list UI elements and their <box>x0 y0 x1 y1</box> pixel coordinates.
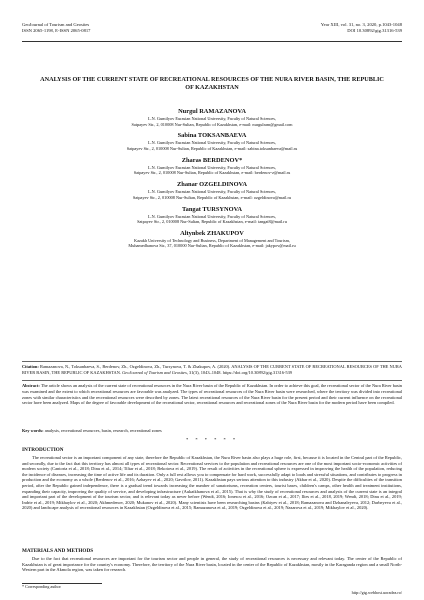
author-affiliation: Kazakh University of Technology and Business, Department of Management and Tourism, <box>133 237 291 243</box>
author-address: Satpayev Str., 2, 010008 Nur-Sultan, Republic of Kazakhstan, e-mail: berdenov-z@mail.ru <box>133 170 291 176</box>
author-block <box>40 230 384 249</box>
methods-text: Due to the fact that recreational resources are important for the tourism sector and people in general, the study of recreational resources is necessary and relevant today. The center of the Republic of Kazakhstan is of great importance for the country's economy. Therefore, the territory of the Nura River basin, located in the center of the Republic of Kazakhstan, mostly in the Karaganda region and a small North-Western part in the Akmola region, was taken for research. <box>22 556 402 573</box>
journal-issn: ISSN 2065-1198, E-ISSN 2065-0817 <box>22 28 91 33</box>
abstract <box>22 383 402 406</box>
author-name: Zhanar OZGELDINOVA <box>177 181 247 189</box>
author-block <box>40 157 384 176</box>
abstract-label: Abstract: <box>22 383 40 388</box>
author-address: Satpayev Str., 2, 010008 Nur-Sultan, Republic of Kazakhstan, e-mail: nurgulram@gmail.com <box>131 121 293 127</box>
author-block <box>40 206 384 225</box>
author-affiliation: L.N. Gumilyov Eurasian National University, Faculty of Natural Sciences, <box>147 213 277 219</box>
citation-divider <box>22 361 402 362</box>
introduction-text: The recreational sector is an important component of any state, therefore the Republic of Kazakhstan, the Nura River basin also plays a huge role, first, because it is located in the Central part of the Republic, and secondly, due to the fact that this territory has almost all types of recreational sector. Recreational services to the population and recreational resources are one of the most important socio-economic activities of modern society (Cantoria et al., 2018; Dinu et al., 2014; Tiltar et al., 2018; Bekotova et al., 2019). The result of activities in the recreational sphere is expressed in improving the health of the population, reducing the incidence of diseases, increasing the time of active life and its duration. Only a full rest allows you to compensate for hard work, successfully adapt to loads and stressful situations, and contributes to progress in production and the economy as a whole (Berdenov et al., 2016; Azhayev et al., 2020; Gavrilov, 2011). Kazakhstan pays serious attention to this industry (Akbar et al., 2020). Despite the difficulties of the transition period, after the Republic gained independence, there is a gradual trend towards increasing the number of sanatoriums, recreation centers, tourist bases, children's camps, other health and treatment institutions, expanding their capacity, improving the quality of service, and developing infrastructure (Aukatkhanova et al., 2015). That is why the study of recreational resources and analysis of the current state is an integral and important part of the development of the tourism sector, and is relevant today as never before (Wendt, 2016; Ionescu et al., 2016; Ozcan et al., 2017; Ilies et al., 2018, 2019; Wendt, 2018; Dinu et al., 2019; Indrie et al., 2019; Mikhaylov et al., 2020; Akhmedenov, 2020; Mukanov et al., 2020). Many scientists have been researching basins (Kabiyev et al., 2018; Ramazanova and Dzhanaleyeva, 2012; Darbeyeva et al., 2020) and landscape analysis of recreational resources in Kazakhstan (Ozgeldinova et al., 2015; Ramazanova et al., 2019; Ozgeldinova et al., 2019; Nazarova et al., 2019; Mikhaylov et al., 2020). <box>22 455 402 511</box>
journal-name: GeoJournal of Tourism and Geosites <box>22 22 90 27</box>
article-doi: DOI 10.30892/gtg.31316-539 <box>347 28 402 33</box>
abstract-text: The article shows an analysis of the current state of recreational resources in the Nura River basin of the Republic of Kazakhstan. In order to achieve this goal, the recreational sector of the Nura River basin was examined and the extent to which recreational resources are favorable was analyzed. The types of recreational resources of the Nura River basin were researched, where the territory was divided into recreational zones with similar characteristics and the recreational resources were described by zones. The latest recreational resources of the Nura River basin for the present period and their current influence on the recreational sector have been analyzed. Maps of the degree of favorable development of the recreational sector, recreational resources and recreational zones of the Nura River basin for the modern period have been compiled. <box>22 383 402 406</box>
author-name: Nurgul RAMAZANOVA <box>178 108 246 115</box>
author-address: Satpayev Str., 2, 010008 Nur-Sultan, Republic of Kazakhstan, e-mail: sabina.toksanbaeva@mail.ru <box>126 145 298 151</box>
author-affiliation: L.N. Gumilyov Eurasian National University, Faculty of Natural Sciences, <box>147 189 277 195</box>
header-divider <box>22 41 402 42</box>
abstract-divider <box>22 380 402 381</box>
author-affiliation: L.N. Gumilyov Eurasian National University, Faculty of Natural Sciences, <box>147 116 277 121</box>
author-name: Altynbek ZHAKUPOV <box>180 229 244 237</box>
author-address: Muhamedhanova Str., 37, 010000 Nur-Sultan, Republic of Kazakhstan, e-mail: jakypov@mail.ru <box>128 243 296 249</box>
author-name: Sabina TOKSANBAEVA <box>177 132 247 140</box>
citation-text: Ramazanova, N., Toksanbaeva, S., Berdenov, Zh., Ozgeldinova, Zh., Tursynova, T. & Zhakupov, A. (2020). ANALYSIS OF THE CURRENT STATE OF RECREATIONAL RESOURCES OF THE NURA RIVER BASIN, THE REPUBLIC OF KAZAKHSTAN. <box>22 364 402 375</box>
paper-title: ANALYSIS OF THE CURRENT STATE OF RECREATIONAL RESOURCES OF THE NURA RIVER BASIN, THE REPUBLIC OF KAZAKHSTAN <box>40 76 384 91</box>
section-separator: * * * * * * <box>185 437 239 442</box>
author-block <box>40 181 384 200</box>
author-name: Zharas BERDENOV* <box>181 156 243 164</box>
footnote: * Corresponding author <box>22 584 61 589</box>
author-name: Tangat TURSYNOVA <box>181 205 243 213</box>
keywords-text: analysis, recreational resources, basin, research, recreational zones <box>44 428 162 433</box>
citation-label: Citation: <box>22 364 39 369</box>
citation-journal: GeoJournal of Tourism and Geosites, <box>122 369 188 375</box>
introduction-heading: INTRODUCTION <box>22 447 64 453</box>
citation <box>22 364 402 376</box>
keywords <box>22 428 402 434</box>
author-address: Satpayev Str., 2, 010008 Nur-Sultan, Republic of Kazakhstan, e-mail: tangat8@mail.ru <box>137 219 287 225</box>
author-block <box>40 132 384 151</box>
methods-heading: MATERIALS AND METHODS <box>22 548 94 554</box>
author-list <box>40 108 384 254</box>
author-affiliation: L.N. Gumilyov Eurasian National University, Faculty of Natural Sciences, <box>147 164 277 170</box>
running-header <box>22 22 402 42</box>
journal-volume: Year XIII, vol. 31, no. 3, 2020, p.1043-1048 <box>320 22 402 27</box>
author-affiliation: L.N. Gumilyov Eurasian National University, Faculty of Natural Sciences, <box>147 140 277 146</box>
author-address: Satpayev Str., 2, 010008 Nur-Sultan, Republic of Kazakhstan, e-mail: ozgeldinova@mail.ru <box>132 194 292 200</box>
keywords-label: Key words: <box>22 428 44 433</box>
journal-url[interactable]: http://gtg.webhost.uoradea.ro/ <box>351 590 402 595</box>
author-block <box>40 108 384 127</box>
citation-tail: 31(3), 1043–1048. https://doi.org/10.30892/gtg.31316-539 <box>189 369 293 375</box>
